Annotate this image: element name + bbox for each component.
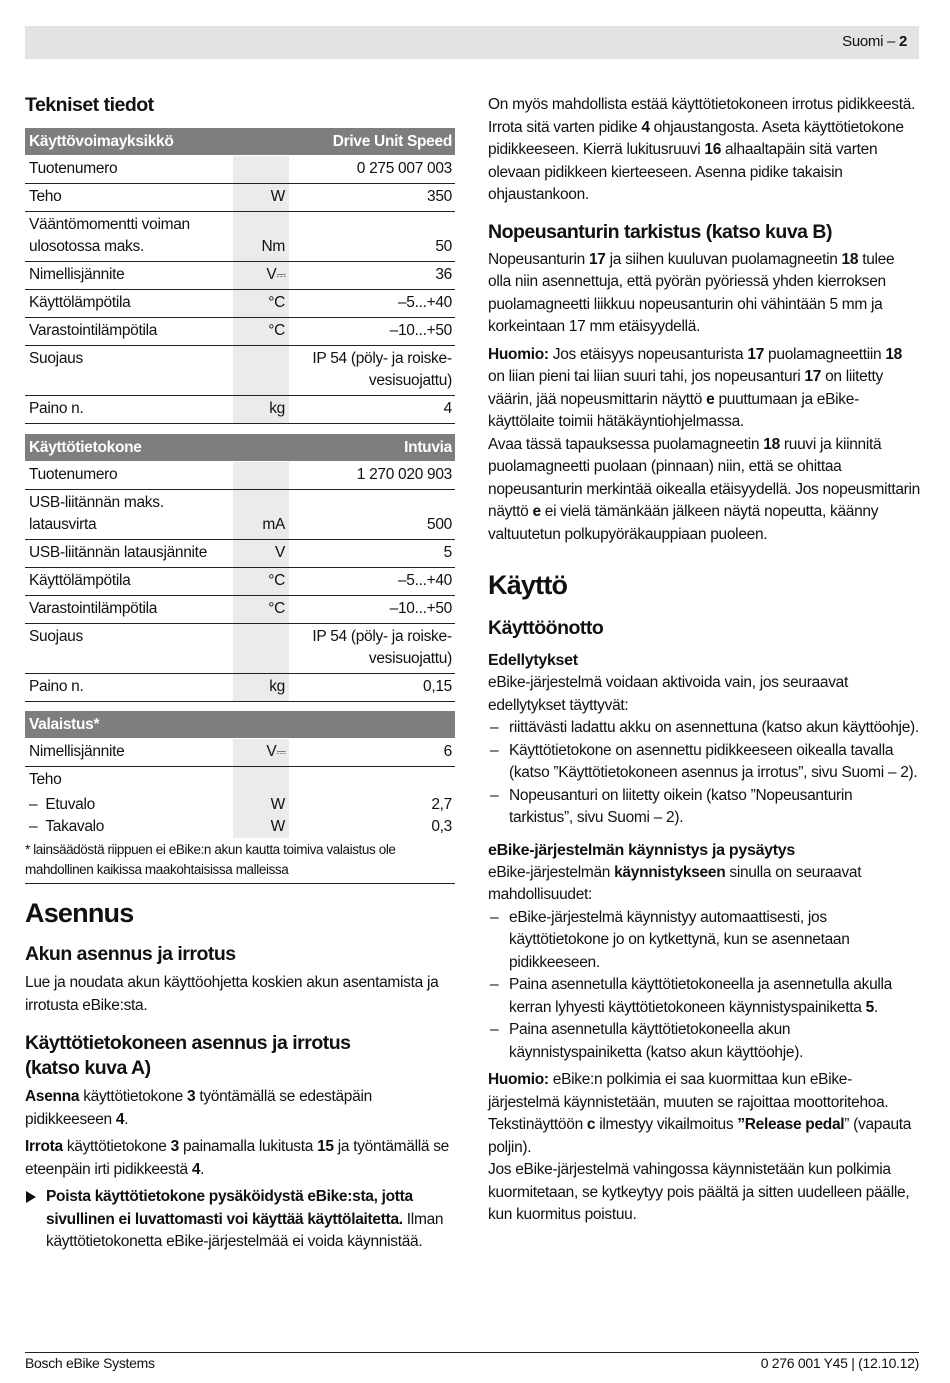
list-item: – Paina asennetulla käyttötietokoneella ja asennetulla akulla kerran lyhyesti käyttötietokoneen käynnistyspainiketta 5. (488, 974, 920, 1019)
table-row: Teho W 350 (25, 184, 455, 212)
lighting-footnote: * lainsäädöstä riippuen ei eBike:n akun kautta toimiva valaistus ole mahdollinen kaikissa maakohtaisissa malleissa (25, 838, 455, 884)
list-item: – riittävästi ladattu akku on asennettuna (katso akun käyttöohje). (488, 717, 920, 740)
page-header (842, 33, 907, 50)
dc-symbol-icon: ⎓ (276, 745, 285, 759)
pedal-note-2: Jos eBike-järjestelmä vahingossa käynnistetään kun polkimia kuormitetaan, se kytkeytyy pois päältä ja sitten uudelleen päälle, kun kuormitus poistuu. (488, 1161, 910, 1223)
onoff-list (488, 907, 920, 1065)
table-row: Tuotenumero 1 270 020 903 (25, 461, 455, 489)
lighting-header-row (25, 711, 455, 739)
drive-unit-model: Drive Unit Speed (289, 128, 455, 156)
table-row: Varastointilämpötila °C –10...+50 (25, 595, 455, 623)
page-header-bar (25, 26, 919, 59)
requirements-intro: eBike-järjestelmä voidaan aktivoida vain, jos seuraavat edellytykset täyttyvät: (488, 674, 849, 714)
removal-lock-text: On myös mahdollista estää käyttötietokoneen irrotus pidikkeestä. Irrota sitä varten pidike 4 ohjaustangosta. Aseta käyttötietokone pidikkeeseen. Kierrä lukitusruuvi 16 alhaaltapäin sitä varten olevaan pidikkeen kierteeseen. Asenna pidike takaisin ohjaustankoon. (488, 96, 916, 203)
table-row: Paino n. kg 4 (25, 396, 455, 424)
requirements-title: Edellytykset (488, 652, 578, 669)
start-title: Käyttöönotto (488, 617, 604, 639)
footer-doc-number: 0 276 001 Y45 | (12.10.12) (760, 1355, 919, 1371)
table-row: Tuotenumero 0 275 007 003 (25, 156, 455, 184)
dc-symbol-icon: ⎓ (276, 268, 285, 282)
pedal-note: Huomio: eBike:n polkimia ei saa kuormittaa kun eBike-järjestelmä käynnistetään, muuten se rajoittaa moottoritehoa. Tekstinäyttöön c ilmestyy vikailmoitus ”Release pedal” (vapauta poljin). (488, 1071, 912, 1156)
battery-title: Akun asennus ja irrotus (25, 943, 236, 965)
onoff-title: eBike-järjestelmän käynnistys ja pysäytys (488, 841, 795, 859)
lighting-head: Valaistus* (25, 711, 233, 739)
right-column (488, 94, 920, 1227)
table-row: Nimellisjännite V⎓ 6 (25, 739, 455, 767)
requirements-list (488, 717, 920, 830)
specs-title: Tekniset tiedot (25, 94, 154, 116)
table-row: USB-liitännän latausjännite V 5 (25, 539, 455, 567)
header-page-number: 2 (898, 33, 907, 50)
table-row: Paino n. kg 0,15 (25, 673, 455, 701)
left-column (25, 94, 455, 1254)
table-row: Vääntömomentti voiman ulosotossa maks. Nm 50 (25, 212, 455, 262)
computer-mount-p1: Asenna käyttötietokone 3 työntämällä se edestäpäin pidikkeeseen 4. (25, 1088, 372, 1128)
onoff-intro: eBike-järjestelmän käynnistykseen sinulla on seuraavat mahdollisuudet: (488, 863, 862, 903)
specs-table (25, 128, 455, 838)
computer-header-row (25, 434, 455, 462)
list-item: – eBike-järjestelmä käynnistyy automaattisesti, jos käyttötietokone jo on kytkettynä, kun se asennetaan pidikkeeseen. (488, 907, 920, 975)
computer-head: Käyttötietokone (25, 434, 233, 462)
header-language: Suomi (842, 33, 884, 50)
arrow-bullet-icon (26, 1191, 36, 1203)
footer-publisher: Bosch eBike Systems (25, 1355, 155, 1371)
computer-mount-title: Käyttötietokoneen asennus ja irrotus (katso kuva A) (25, 1032, 351, 1079)
computer-model: Intuvia (289, 434, 455, 462)
table-row: Nimellisjännite V⎓ 36 (25, 262, 455, 290)
asennus-title: Asennus (25, 898, 134, 928)
drive-unit-header-row (25, 128, 455, 156)
table-row: – Takavalo W 0,3 (25, 816, 455, 838)
table-row: Suojaus IP 54 (pöly- ja roiskevesisuojattu) (25, 346, 455, 396)
list-item: – Nopeusanturi on liitetty oikein (katso ”Nopeusanturin tarkistus”, sivu Suomi – 2). (488, 785, 920, 830)
kaytto-title: Käyttö (488, 570, 568, 600)
table-row: – Etuvalo W 2,7 (25, 794, 455, 816)
header-separator: – (883, 33, 899, 50)
table-row: Varastointilämpötila °C –10...+50 (25, 318, 455, 346)
warning-note: Poista käyttötietokone pysäköidystä eBike:sta, jotta sivullinen ei luvattomasti voi käyttää käyttölaitetta. Ilman käyttötietokonetta eBike-järjestelmää ei voida käynnistää. (25, 1186, 455, 1254)
list-item: – Paina asennetulla käyttötietokoneella akun käynnistyspainiketta (katso akun käyttöohje). (488, 1019, 920, 1064)
list-item: – Käyttötietokone on asennettu pidikkeeseen oikealla tavalla (katso ”Käyttötietokoneen asennus ja irrotus”, sivu Suomi – 2). (488, 740, 920, 785)
computer-mount-p2: Irrota käyttötietokone 3 painamalla lukitusta 15 ja työntämällä se eteenpäin irti pidikkeestä 4. (25, 1138, 449, 1178)
sensor-title: Nopeusanturin tarkistus (katso kuva B) (488, 220, 832, 243)
sensor-p1: Nopeusanturin 17 ja siihen kuuluvan puolamagneetin 18 tulee olla niin asennettuja, että pyörän pyöriessä yhden kierroksen puolamagneetti liikkuu nopeusanturin ohi vähintään 5 mm ja korkeintaan 17 mm etäisyydellä. (488, 250, 895, 335)
sensor-note: Huomio: Jos etäisyys nopeusanturista 17 puolamagneettiin 18 on liian pieni tai liian suuri tahi, jos nopeusanturi 17 on liitetty väärin, jää nopeusmittarin näyttö e puuttumaan ja eBike-käyttölaite toimii hätäkäyntiohjelmassa. (488, 345, 902, 430)
table-row: USB-liitännän maks. latausvirta mA 500 (25, 489, 455, 539)
table-row: Käyttölämpötila °C –5...+40 (25, 567, 455, 595)
table-row: Suojaus IP 54 (pöly- ja roiskevesisuojattu) (25, 623, 455, 673)
drive-unit-head: Käyttövoimayksikkö (25, 128, 233, 156)
battery-text: Lue ja noudata akun käyttöohjetta koskien akun asentamista ja irrotusta eBike:sta. (25, 974, 439, 1014)
footer-divider (25, 1352, 919, 1353)
table-row: Käyttölämpötila °C –5...+40 (25, 290, 455, 318)
table-row: Teho (25, 767, 455, 795)
sensor-p3: Avaa tässä tapauksessa puolamagneetin 18 ruuvi ja kiinnitä puolamagneetti puolaan (pinnaan) niin, että se ohittaa nopeusanturin merkintää oikealla etäisyydellä. Jos nopeusmittarin näyttö e ei vielä tämänkään jälkeen näytä nopeutta, käänny valtuutetun polkupyöräkauppiaan puoleen. (488, 435, 920, 543)
